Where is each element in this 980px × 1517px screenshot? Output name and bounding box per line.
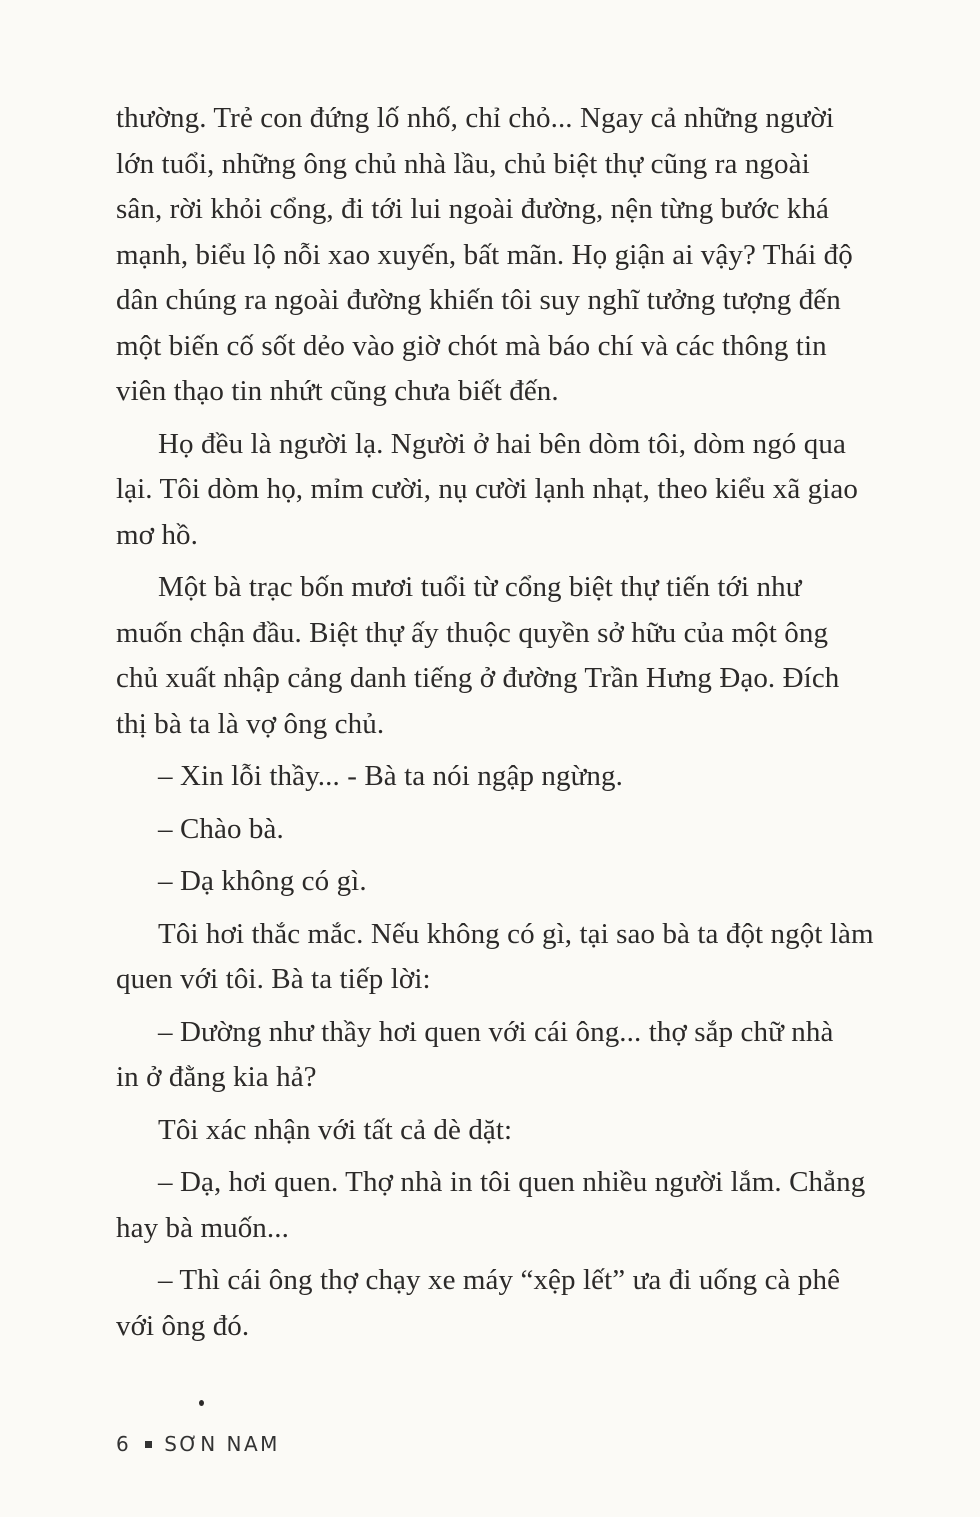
author-name: SƠN NAM bbox=[164, 1432, 280, 1456]
separator-square-icon bbox=[145, 1441, 152, 1448]
dialogue-line: – Thì cái ông thợ chạy xe máy “xệp lết” ưa đi uống cà phê với ông đó. bbox=[116, 1264, 841, 1342]
paragraph: thường. Trẻ con đứng lố nhố, chỉ chỏ... Ngay cả những người lớn tuổi, những ông chủ nhà lầu, chủ biệt thự cũng ra ngoài sân, rời khỏi cổng, đi tới lui ngoài đường, nện từng bước khá mạnh, biểu lộ nỗi xao xuyến, bất mãn. Họ giận ai vậy? Thái độ dân chúng ra ngoài đường khiến tôi suy nghĩ tưởng tượng đến một biến cố sốt dẻo vào giờ chót mà báo chí và các thông tin viên thạo tin nhứt cũng chưa biết đến. bbox=[116, 102, 853, 407]
ink-dot bbox=[199, 1400, 204, 1406]
dialogue-line: – Chào bà. bbox=[158, 812, 284, 845]
page-footer bbox=[116, 1432, 280, 1456]
paragraph: Tôi xác nhận với tất cả dè dặt: bbox=[158, 1113, 513, 1146]
dialogue-line: – Dạ không có gì. bbox=[158, 865, 367, 897]
paragraph: Một bà trạc bốn mươi tuổi từ cổng biệt thự tiến tới như muốn chận đầu. Biệt thự ấy thuộc quyền sở hữu của một ông chủ xuất nhập cảng danh tiếng ở đường Trần Hưng Đạo. Đích thị bà ta là vợ ông chủ. bbox=[116, 571, 840, 740]
body-text bbox=[116, 96, 946, 1356]
dialogue-line: – Dường như thầy hơi quen với cái ông... thợ sắp chữ nhà in ở đằng kia hả? bbox=[116, 1015, 834, 1093]
dialogue-line: – Dạ, hơi quen. Thợ nhà in tôi quen nhiều người lắm. Chẳng hay bà muốn... bbox=[116, 1166, 866, 1244]
paragraph: Tôi hơi thắc mắc. Nếu không có gì, tại sao bà ta đột ngột làm quen với tôi. Bà ta tiếp lời: bbox=[116, 917, 874, 995]
page-number: 6 bbox=[116, 1432, 132, 1456]
paragraph: Họ đều là người lạ. Người ở hai bên dòm tôi, dòm ngó qua lại. Tôi dòm họ, mỉm cười, nụ cười lạnh nhạt, theo kiểu xã giao mơ hồ. bbox=[116, 427, 858, 551]
dialogue-line: – Xin lỗi thầy... - Bà ta nói ngập ngừng. bbox=[158, 760, 623, 792]
